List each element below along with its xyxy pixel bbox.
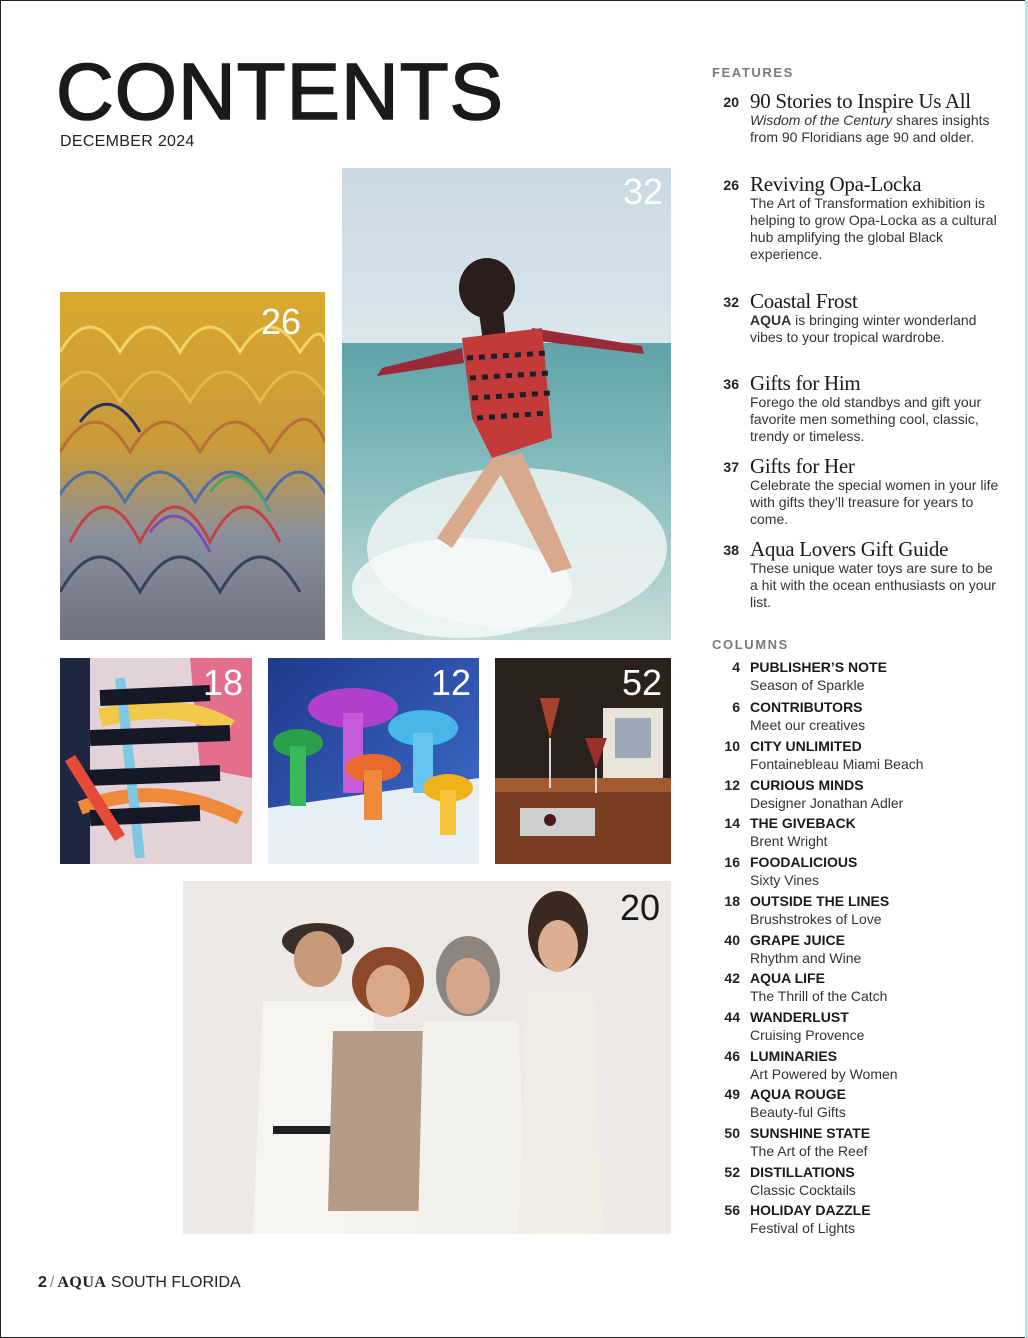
photo-page-number: 18 xyxy=(203,662,244,703)
footer-region: SOUTH FLORIDA xyxy=(110,1274,241,1291)
column-subtitle: Fontainebleau Miami Beach xyxy=(750,756,924,772)
features-heading: FEATURES xyxy=(712,65,794,80)
feature-description: Forego the old standbys and gift your favorite men something cool, classic, trendy or timeless. xyxy=(750,394,982,444)
column-title: THE GIVEBACK xyxy=(750,815,856,831)
column-page-number: 10 xyxy=(724,738,740,754)
feature-item[interactable] xyxy=(712,456,1002,528)
column-title: CONTRIBUTORS xyxy=(750,699,863,715)
issue-date: DECEMBER 2024 xyxy=(60,133,195,150)
column-title: SUNSHINE STATE xyxy=(750,1125,871,1141)
feature-description: AQUA is bringing winter wonderland vibes to your tropical wardrobe. xyxy=(750,312,977,345)
column-page-number: 44 xyxy=(724,1009,740,1025)
column-title: CURIOUS MINDS xyxy=(750,777,864,793)
feature-page-number: 36 xyxy=(723,376,739,392)
photo-page-number: 20 xyxy=(620,887,661,928)
column-title: GRAPE JUICE xyxy=(750,932,845,948)
column-title: AQUA LIFE xyxy=(750,970,825,986)
column-title: LUMINARIES xyxy=(750,1048,838,1064)
column-page-number: 40 xyxy=(724,932,740,948)
column-subtitle: Classic Cocktails xyxy=(750,1182,856,1198)
footer-separator: / xyxy=(49,1274,55,1291)
feature-item[interactable] xyxy=(712,291,1002,346)
feature-item[interactable] xyxy=(712,539,1002,611)
column-page-number: 56 xyxy=(724,1202,740,1218)
column-subtitle: Season of Sparkle xyxy=(750,677,865,693)
column-subtitle: Brushstrokes of Love xyxy=(750,911,882,927)
column-title: HOLIDAY DAZZLE xyxy=(750,1202,871,1218)
page-footer xyxy=(38,1274,241,1292)
column-page-number: 4 xyxy=(732,659,740,675)
column-subtitle: The Thrill of the Catch xyxy=(750,988,888,1004)
column-subtitle: Rhythm and Wine xyxy=(750,950,862,966)
photo-brushstrokes[interactable] xyxy=(60,658,252,864)
column-item[interactable] xyxy=(712,853,1002,889)
footer-page-number: 2 xyxy=(38,1274,47,1291)
group-art xyxy=(183,881,671,1234)
column-item[interactable] xyxy=(712,1201,1002,1237)
column-item[interactable] xyxy=(712,1163,1002,1199)
column-subtitle: Meet our creatives xyxy=(750,717,866,733)
feature-title: Reviving Opa-Locka xyxy=(750,172,922,196)
feature-item[interactable] xyxy=(712,174,1002,263)
photo-page-number: 26 xyxy=(261,301,302,342)
column-page-number: 42 xyxy=(724,970,740,986)
column-page-number: 49 xyxy=(724,1086,740,1102)
feature-title: Coastal Frost xyxy=(750,289,858,313)
feature-description: Celebrate the special women in your life with gifts they’ll treasure for years to come. xyxy=(750,477,999,527)
column-page-number: 16 xyxy=(724,854,740,870)
photo-page-number: 52 xyxy=(622,662,663,703)
photo-page-number: 12 xyxy=(431,662,472,703)
photo-page-number: 32 xyxy=(623,171,664,212)
feature-description: The Art of Transformation exhibition is helping to grow Opa-Locka as a cultural hub amplifying the global Black experience. xyxy=(750,195,997,262)
feature-title: 90 Stories to Inspire Us All xyxy=(750,89,971,113)
feature-title: Gifts for Him xyxy=(750,371,861,395)
column-page-number: 46 xyxy=(724,1048,740,1064)
feature-page-number: 37 xyxy=(723,459,739,475)
column-subtitle: Brent Wright xyxy=(750,833,828,849)
feature-page-number: 32 xyxy=(723,294,739,310)
column-title: WANDERLUST xyxy=(750,1009,849,1025)
column-item[interactable] xyxy=(712,892,1002,928)
column-title: CITY UNLIMITED xyxy=(750,738,862,754)
column-title: FOODALICIOUS xyxy=(750,854,858,870)
column-subtitle: The Art of the Reef xyxy=(750,1143,868,1159)
feature-page-number: 20 xyxy=(723,94,739,110)
column-item[interactable] xyxy=(712,931,1002,967)
column-item[interactable] xyxy=(712,1047,1002,1083)
feature-description: These unique water toys are sure to be a hit with the ocean enthusiasts on your list. xyxy=(750,560,996,610)
photo-group[interactable] xyxy=(183,881,671,1234)
column-title: OUTSIDE THE LINES xyxy=(750,893,890,909)
column-item[interactable] xyxy=(712,698,1002,734)
column-title: PUBLISHER’S NOTE xyxy=(750,659,887,675)
column-subtitle: Beauty-ful Gifts xyxy=(750,1104,846,1120)
column-page-number: 12 xyxy=(724,777,740,793)
column-subtitle: Festival of Lights xyxy=(750,1220,856,1236)
feature-description: Wisdom of the Century shares insights from 90 Floridians age 90 and older. xyxy=(750,112,990,145)
column-page-number: 50 xyxy=(724,1125,740,1141)
photo-painting-gold[interactable] xyxy=(60,292,325,640)
photo-mushrooms[interactable] xyxy=(268,658,479,864)
column-title: DISTILLATIONS xyxy=(750,1164,855,1180)
feature-title: Gifts for Her xyxy=(750,454,855,478)
column-item[interactable] xyxy=(712,737,1002,773)
photo-cocktail[interactable] xyxy=(495,658,671,864)
painting-gold-art xyxy=(60,292,325,640)
column-page-number: 14 xyxy=(724,815,740,831)
column-item[interactable] xyxy=(712,969,1002,1005)
column-subtitle: Sixty Vines xyxy=(750,872,819,888)
columns-heading: COLUMNS xyxy=(712,637,789,652)
column-item[interactable] xyxy=(712,776,1002,812)
feature-item[interactable] xyxy=(712,91,1002,146)
column-item[interactable] xyxy=(712,1085,1002,1121)
feature-title: Aqua Lovers Gift Guide xyxy=(750,537,949,561)
column-item[interactable] xyxy=(712,1008,1002,1044)
column-subtitle: Cruising Provence xyxy=(750,1027,865,1043)
feature-page-number: 26 xyxy=(723,177,739,193)
column-page-number: 6 xyxy=(732,699,740,715)
column-item[interactable] xyxy=(712,658,1002,694)
column-item[interactable] xyxy=(712,814,1002,850)
footer-brand: AQUA xyxy=(57,1274,107,1291)
column-page-number: 52 xyxy=(724,1164,740,1180)
column-subtitle: Art Powered by Women xyxy=(750,1066,898,1082)
column-item[interactable] xyxy=(712,1124,1002,1160)
column-title: AQUA ROUGE xyxy=(750,1086,846,1102)
photo-beach-runner[interactable] xyxy=(342,168,671,640)
beach-runner-art xyxy=(342,168,671,640)
feature-item[interactable] xyxy=(712,373,1002,445)
column-subtitle: Designer Jonathan Adler xyxy=(750,795,904,811)
page-title: CONTENTS xyxy=(56,47,504,136)
column-page-number: 18 xyxy=(724,893,740,909)
feature-page-number: 38 xyxy=(723,542,739,558)
